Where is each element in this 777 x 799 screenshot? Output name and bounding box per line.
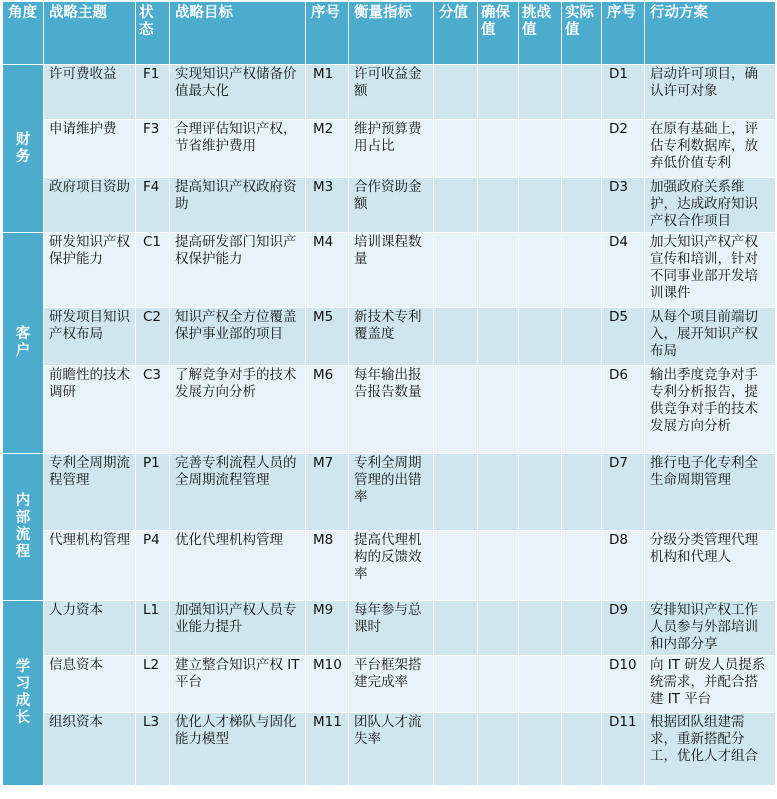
- confirm-value-cell: [478, 65, 519, 120]
- table-row: [3, 233, 776, 308]
- theme-cell: 专利全周期流程管理: [44, 454, 136, 531]
- measure-cell: 团队人才流失率: [349, 713, 434, 786]
- score-cell: [434, 713, 478, 786]
- action-cell: 输出季度竞争对手专利分析报告，提供竞争对手的技术发展方向分析: [645, 366, 776, 454]
- action-cell: 根据团队组建需求，重新搭配分工，优化人才组合: [645, 713, 776, 786]
- measure-number-cell: M5: [306, 308, 349, 366]
- challenge-value-cell: [519, 454, 562, 531]
- challenge-value-cell: [519, 308, 562, 366]
- action-number-cell: D11: [602, 713, 645, 786]
- confirm-value-cell: [478, 454, 519, 531]
- score-cell: [434, 65, 478, 120]
- measure-cell: 提高代理机构的反馈效率: [349, 531, 434, 601]
- actual-value-cell: [562, 65, 602, 120]
- status-cell: F3: [136, 120, 170, 178]
- table-row: [3, 120, 776, 178]
- header-measure: 衡量指标: [349, 2, 434, 65]
- challenge-value-cell: [519, 178, 562, 233]
- challenge-value-cell: [519, 656, 562, 713]
- dimension-cell: 财务: [3, 65, 44, 233]
- theme-cell: 许可费收益: [44, 65, 136, 120]
- theme-cell: 研发项目知识产权布局: [44, 308, 136, 366]
- table-row: [3, 366, 776, 454]
- score-cell: [434, 601, 478, 656]
- score-cell: [434, 308, 478, 366]
- measure-number-cell: M1: [306, 65, 349, 120]
- table-row: [3, 454, 776, 531]
- challenge-value-cell: [519, 120, 562, 178]
- action-cell: 安排知识产权工作人员参与外部培训和内部分享: [645, 601, 776, 656]
- measure-cell: 培训课程数量: [349, 233, 434, 308]
- action-number-cell: D4: [602, 233, 645, 308]
- table-row: [3, 531, 776, 601]
- table-row: [3, 65, 776, 120]
- confirm-value-cell: [478, 531, 519, 601]
- status-cell: F1: [136, 65, 170, 120]
- action-cell: 从每个项目前端切入，展开知识产权布局: [645, 308, 776, 366]
- actual-value-cell: [562, 233, 602, 308]
- action-cell: 在原有基础上，评估专利数据库，放弃低价值专利: [645, 120, 776, 178]
- action-cell: 加强政府关系维护，达成政府知识产权合作项目: [645, 178, 776, 233]
- theme-cell: 研发知识产权保护能力: [44, 233, 136, 308]
- actual-value-cell: [562, 531, 602, 601]
- objective-cell: 完善专利流程人员的全周期流程管理: [170, 454, 306, 531]
- measure-number-cell: M7: [306, 454, 349, 531]
- objective-cell: 建立整合知识产权 IT 平台: [170, 656, 306, 713]
- theme-cell: 代理机构管理: [44, 531, 136, 601]
- confirm-value-cell: [478, 656, 519, 713]
- objective-cell: 提高研发部门知识产权保护能力: [170, 233, 306, 308]
- dimension-cell: 客户: [3, 233, 44, 454]
- score-cell: [434, 178, 478, 233]
- confirm-value-cell: [478, 601, 519, 656]
- header-m-number: 序号: [306, 2, 349, 65]
- status-cell: L3: [136, 713, 170, 786]
- action-cell: 分级分类管理代理机构和代理人: [645, 531, 776, 601]
- measure-cell: 每年输出报告报告数量: [349, 366, 434, 454]
- action-cell: 加大知识产权产权宣传和培训，针对不同事业部开发培训课件: [645, 233, 776, 308]
- score-cell: [434, 120, 478, 178]
- table-row: [3, 308, 776, 366]
- action-number-cell: D7: [602, 454, 645, 531]
- action-number-cell: D5: [602, 308, 645, 366]
- theme-cell: 组织资本: [44, 713, 136, 786]
- header-dimension: 角度: [3, 2, 44, 65]
- action-cell: 向 IT 研发人员提系统需求，并配合搭建 IT 平台: [645, 656, 776, 713]
- theme-cell: 申请维护费: [44, 120, 136, 178]
- measure-number-cell: M6: [306, 366, 349, 454]
- actual-value-cell: [562, 366, 602, 454]
- measure-number-cell: M8: [306, 531, 349, 601]
- measure-number-cell: M2: [306, 120, 349, 178]
- theme-cell: 政府项目资助: [44, 178, 136, 233]
- table-row: [3, 601, 776, 656]
- objective-cell: 优化人才梯队与固化能力模型: [170, 713, 306, 786]
- confirm-value-cell: [478, 308, 519, 366]
- table-body: [3, 65, 776, 786]
- actual-value-cell: [562, 178, 602, 233]
- score-cell: [434, 454, 478, 531]
- measure-number-cell: M11: [306, 713, 349, 786]
- confirm-value-cell: [478, 233, 519, 308]
- actual-value-cell: [562, 713, 602, 786]
- theme-cell: 信息资本: [44, 656, 136, 713]
- table-row: [3, 178, 776, 233]
- measure-cell: 平台框架搭建完成率: [349, 656, 434, 713]
- status-cell: C3: [136, 366, 170, 454]
- actual-value-cell: [562, 308, 602, 366]
- challenge-value-cell: [519, 366, 562, 454]
- measure-number-cell: M10: [306, 656, 349, 713]
- objective-cell: 实现知识产权储备价值最大化: [170, 65, 306, 120]
- header-confirm-value: 确保值: [478, 2, 519, 65]
- action-number-cell: D1: [602, 65, 645, 120]
- challenge-value-cell: [519, 531, 562, 601]
- status-cell: L1: [136, 601, 170, 656]
- confirm-value-cell: [478, 178, 519, 233]
- header-challenge-value: 挑战值: [519, 2, 562, 65]
- status-cell: F4: [136, 178, 170, 233]
- header-score: 分值: [434, 2, 478, 65]
- measure-number-cell: M4: [306, 233, 349, 308]
- header-status: 状态: [136, 2, 170, 65]
- dimension-cell: 学习成长: [3, 601, 44, 786]
- table-row: [3, 713, 776, 786]
- objective-cell: 优化代理机构管理: [170, 531, 306, 601]
- confirm-value-cell: [478, 713, 519, 786]
- measure-cell: 许可收益金额: [349, 65, 434, 120]
- theme-cell: 人力资本: [44, 601, 136, 656]
- objective-cell: 了解竞争对手的技术发展方向分析: [170, 366, 306, 454]
- challenge-value-cell: [519, 233, 562, 308]
- objective-cell: 加强知识产权人员专业能力提升: [170, 601, 306, 656]
- confirm-value-cell: [478, 366, 519, 454]
- header-row: [3, 2, 776, 65]
- actual-value-cell: [562, 454, 602, 531]
- action-cell: 启动许可项目，确认许可对象: [645, 65, 776, 120]
- score-cell: [434, 366, 478, 454]
- action-number-cell: D3: [602, 178, 645, 233]
- action-cell: 推行电子化专利全生命周期管理: [645, 454, 776, 531]
- status-cell: C2: [136, 308, 170, 366]
- score-cell: [434, 233, 478, 308]
- action-number-cell: D8: [602, 531, 645, 601]
- header-d-number: 序号: [602, 2, 645, 65]
- confirm-value-cell: [478, 120, 519, 178]
- theme-cell: 前瞻性的技术调研: [44, 366, 136, 454]
- score-cell: [434, 656, 478, 713]
- objective-cell: 知识产权全方位覆盖保护事业部的项目: [170, 308, 306, 366]
- status-cell: P4: [136, 531, 170, 601]
- actual-value-cell: [562, 601, 602, 656]
- action-number-cell: D2: [602, 120, 645, 178]
- status-cell: L2: [136, 656, 170, 713]
- measure-cell: 每年参与总课时: [349, 601, 434, 656]
- status-cell: C1: [136, 233, 170, 308]
- balanced-scorecard-table: [2, 1, 776, 786]
- challenge-value-cell: [519, 65, 562, 120]
- measure-number-cell: M3: [306, 178, 349, 233]
- table-row: [3, 656, 776, 713]
- header-theme: 战略主题: [44, 2, 136, 65]
- challenge-value-cell: [519, 601, 562, 656]
- dimension-cell: 内部流程: [3, 454, 44, 601]
- score-cell: [434, 531, 478, 601]
- objective-cell: 提高知识产权政府资助: [170, 178, 306, 233]
- challenge-value-cell: [519, 713, 562, 786]
- action-number-cell: D9: [602, 601, 645, 656]
- actual-value-cell: [562, 656, 602, 713]
- header-action-plan: 行动方案: [645, 2, 776, 65]
- measure-cell: 合作资助金额: [349, 178, 434, 233]
- measure-cell: 专利全周期管理的出错率: [349, 454, 434, 531]
- measure-number-cell: M9: [306, 601, 349, 656]
- actual-value-cell: [562, 120, 602, 178]
- header-actual-value: 实际值: [562, 2, 602, 65]
- action-number-cell: D10: [602, 656, 645, 713]
- header-objective: 战略目标: [170, 2, 306, 65]
- status-cell: P1: [136, 454, 170, 531]
- action-number-cell: D6: [602, 366, 645, 454]
- objective-cell: 合理评估知识产权，节省维护费用: [170, 120, 306, 178]
- measure-cell: 维护预算费用占比: [349, 120, 434, 178]
- measure-cell: 新技术专利覆盖度: [349, 308, 434, 366]
